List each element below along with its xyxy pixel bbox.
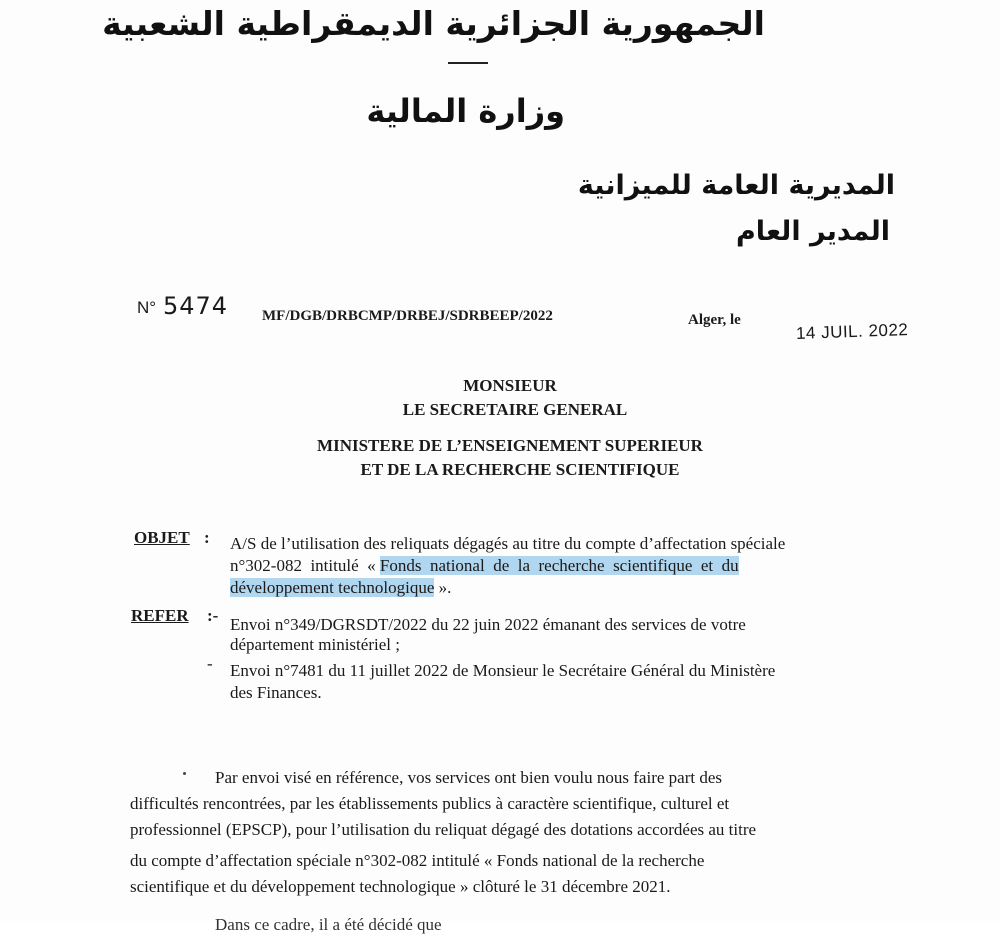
objet-line-2-text: n°302-082 intitulé « — [230, 556, 380, 575]
refer-item-2-dash: - — [207, 654, 213, 673]
objet-line-2 — [230, 555, 739, 577]
ministry-title: وزارة المالية — [366, 92, 565, 130]
header-divider — [448, 62, 488, 64]
refer-item-1-line-1: Envoi n°349/DGRSDT/2022 du 22 juin 2022 émanant des services de votre — [230, 615, 746, 634]
addressee-line-3: MINISTERE DE L’ENSEIGNEMENT SUPERIEUR — [317, 436, 703, 455]
scan-speck — [183, 772, 186, 775]
directorate-title: المديرية العامة للميزانية — [577, 170, 895, 201]
body-line-5: scientifique et du développement technologique » clôturé le 31 décembre 2021. — [130, 877, 671, 896]
objet-line-3 — [230, 577, 451, 599]
reference-number-label: N° — [137, 298, 157, 317]
refer-label: REFER — [131, 606, 189, 625]
refer-separator: :- — [207, 606, 219, 625]
addressee-line-1: MONSIEUR — [463, 376, 557, 395]
refer-item-2-line-1: Envoi n°7481 du 11 juillet 2022 de Monsieur le Secrétaire Général du Ministère — [230, 661, 776, 680]
body-line-4: du compte d’affectation spéciale n°302-082 intitulé « Fonds national de la recherche — [130, 851, 705, 870]
director-title: المدير العام — [736, 216, 890, 247]
date-stamp: 14 JUIL. 2022 — [795, 320, 909, 343]
reference-number-handwritten: 5474 — [163, 292, 229, 320]
body-line-3: professionnel (EPSCP), pour l’utilisation du reliquat dégagé des dotations accordées au titre — [130, 820, 757, 839]
objet-highlight-1: Fonds national de la recherche scientifique et du — [379, 556, 739, 575]
addressee-line-4: ET DE LA RECHERCHE SCIENTIFIQUE — [360, 460, 680, 479]
refer-item-1-line-2: département ministériel ; — [230, 635, 400, 654]
addressee-line-2: LE SECRETAIRE GENERAL — [402, 400, 628, 419]
place-label: Alger, le — [688, 312, 741, 328]
body-line-2: difficultés rencontrées, par les établissements publics à caractère scientifique, culturel et — [130, 794, 730, 813]
objet-line-1: A/S de l’utilisation des reliquats dégagés au titre du compte d’affectation spéciale — [230, 534, 786, 553]
body-line-6-partial: Dans ce cadre, il a été décidé que — [215, 915, 442, 934]
objet-highlight-2: développement technologique — [230, 578, 435, 597]
body-line-1: Par envoi visé en référence, vos services ont bien voulu nous faire part des — [215, 768, 722, 787]
refer-item-2-line-2: des Finances. — [230, 683, 322, 702]
reference-code: MF/DGB/DRBCMP/DRBEJ/SDRBEEP/2022 — [262, 308, 553, 324]
objet-line-3-text: ». — [434, 578, 452, 597]
objet-colon: : — [204, 528, 210, 547]
republic-title: الجمهورية الجزائرية الديمقراطية الشعبية — [102, 4, 765, 43]
objet-label: OBJET — [134, 528, 190, 547]
